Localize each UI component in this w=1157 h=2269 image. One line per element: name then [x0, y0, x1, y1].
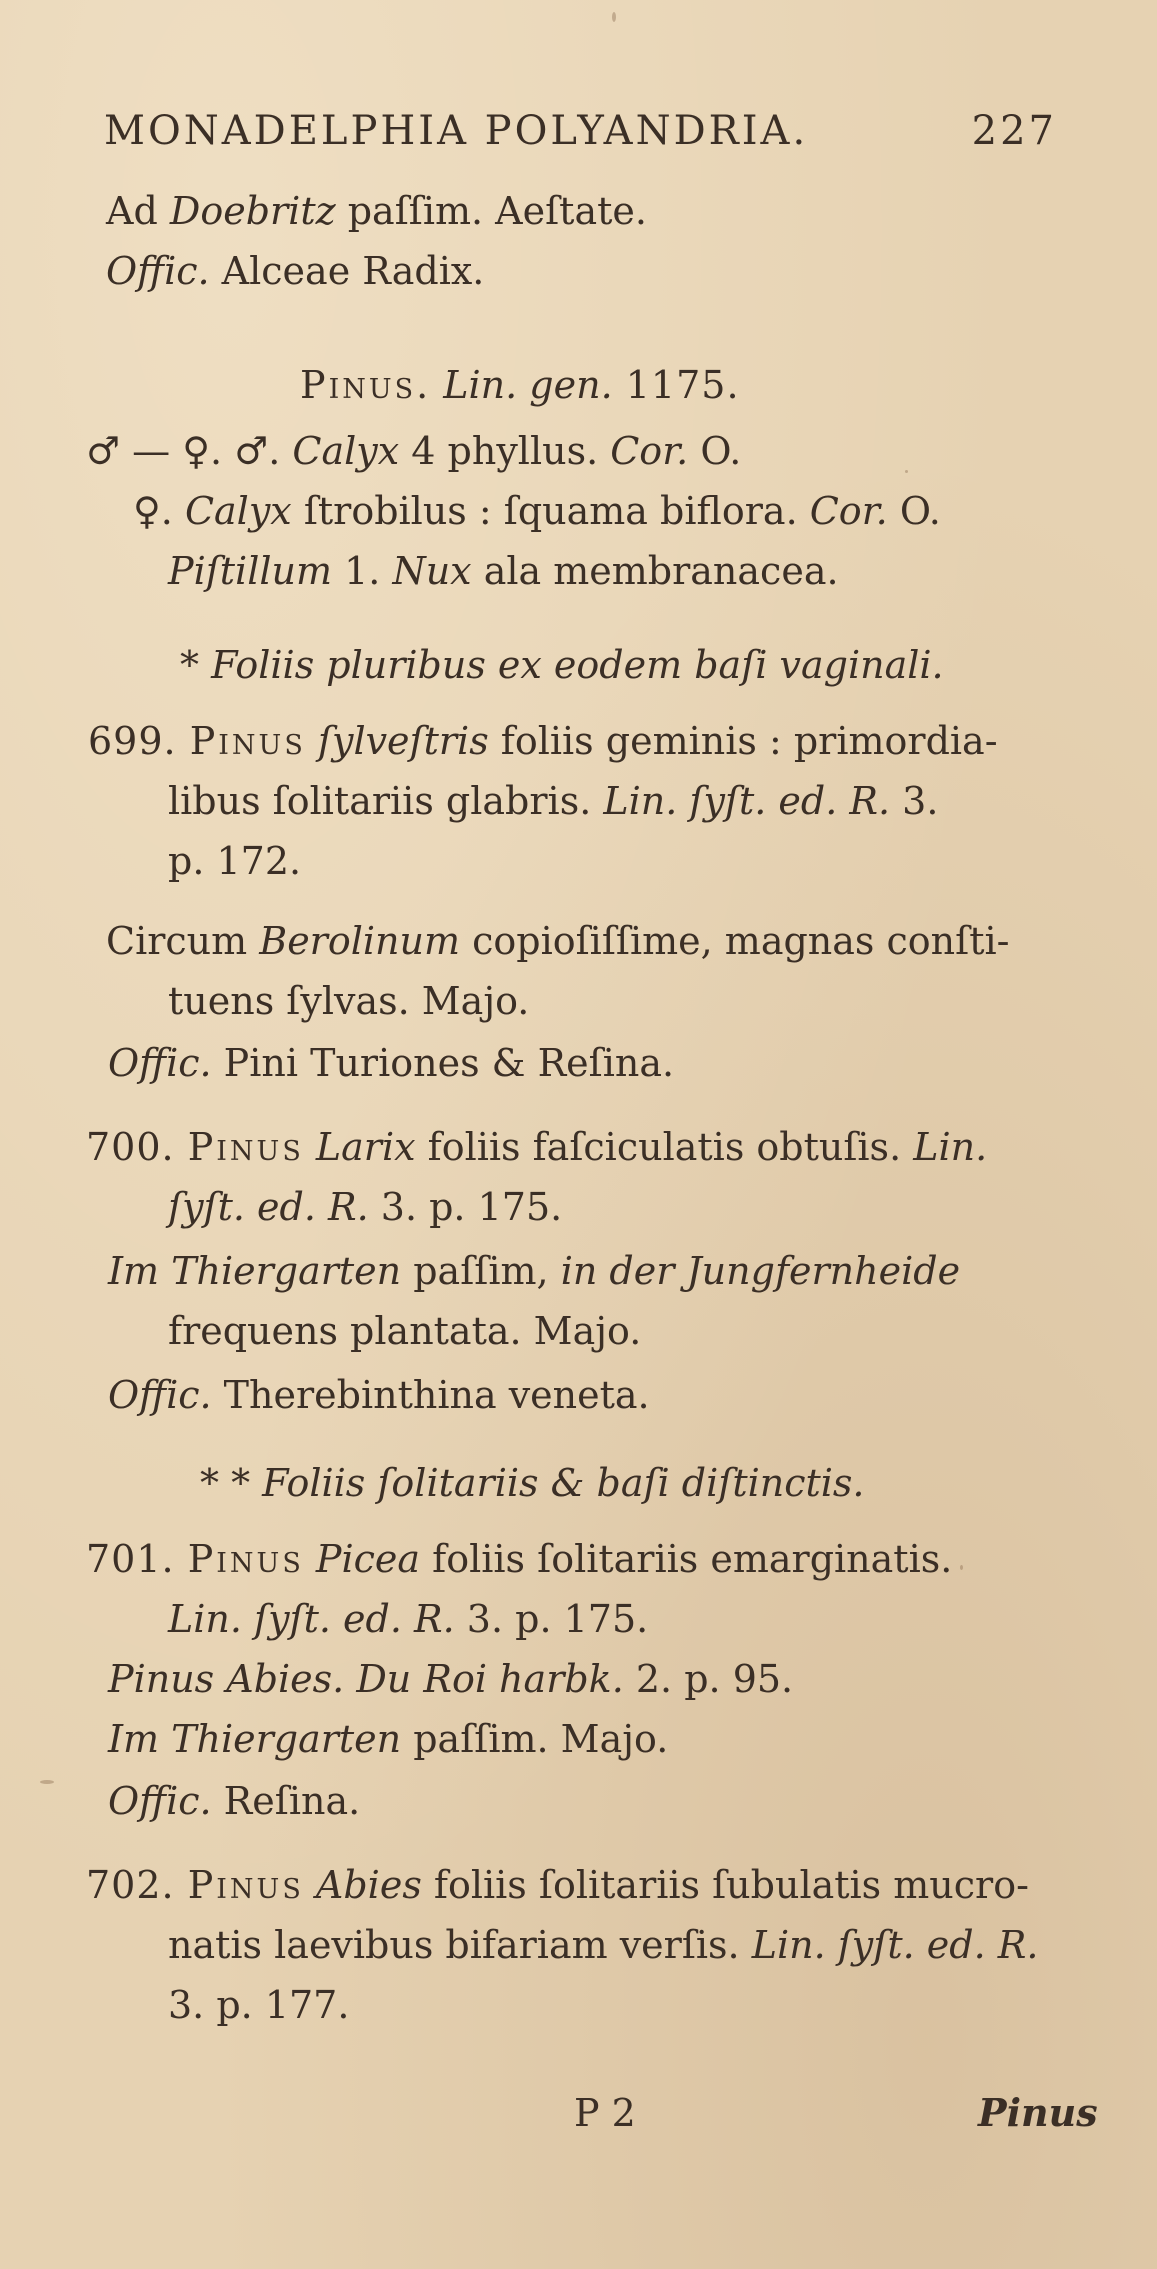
text: 3. p. 175.	[454, 1597, 649, 1641]
sex-symbols: ♀.	[133, 489, 185, 533]
reference: ſyſt. ed. R.	[168, 1185, 369, 1229]
text-line	[168, 778, 938, 824]
genus-heading	[300, 362, 740, 408]
entry-699	[88, 718, 998, 764]
paper-speck	[612, 12, 616, 22]
text: paſſim. Majo.	[401, 1717, 669, 1761]
term: Cor.	[809, 489, 888, 533]
text: Pini Turiones & Reſina.	[211, 1041, 675, 1085]
genus-name: Pinus	[187, 1537, 304, 1581]
entry-702	[86, 1862, 1029, 1908]
entry-number: 700.	[86, 1125, 188, 1169]
place-name: Im Thiergarten	[108, 1249, 402, 1293]
text-line	[108, 1778, 360, 1824]
text-line	[168, 1922, 1038, 1968]
text: paſſim,	[401, 1249, 561, 1293]
text-line	[106, 188, 647, 234]
text: 1.	[332, 549, 393, 593]
term: Cor.	[610, 429, 689, 473]
species-name: Larix	[303, 1125, 416, 1169]
place-name: Berolinum	[259, 919, 461, 963]
text: foliis faſciculatis obtuſis.	[415, 1125, 914, 1169]
section-heading: * Foliis pluribus ex eodem baſi vaginali.	[180, 643, 944, 687]
reference: Pinus Abies. Du Roi harbk.	[108, 1657, 624, 1701]
text: O.	[887, 489, 941, 533]
text: O.	[688, 429, 742, 473]
running-header	[104, 108, 1057, 154]
text-line	[108, 1248, 960, 1294]
text-line	[108, 1656, 793, 1702]
label-offic: Offic.	[108, 1373, 212, 1417]
reference: Lin.	[913, 1125, 988, 1169]
label-offic: Offic.	[108, 1041, 212, 1085]
text-line	[168, 548, 839, 594]
text: ala membranacea.	[471, 549, 839, 593]
entry-number: 699.	[88, 719, 190, 763]
text: 3.	[890, 779, 939, 823]
entry-number: 702.	[86, 1863, 188, 1907]
text: Reſina.	[211, 1779, 361, 1823]
text: 3. p. 175.	[368, 1185, 563, 1229]
sex-symbols: ♂ — ♀. ♂.	[86, 429, 293, 473]
genus-name: Pinus	[187, 1863, 304, 1907]
place-name: Doebritz	[169, 189, 336, 233]
text-line	[108, 1716, 668, 1762]
genus-name: Pinus.	[300, 363, 432, 407]
text-line	[108, 1040, 674, 1086]
text: Therebinthina veneta.	[211, 1373, 650, 1417]
term: Calyx	[184, 489, 292, 533]
text: paſſim. Aeſtate.	[335, 189, 647, 233]
reference: Lin. gen.	[431, 363, 613, 407]
text: 4 phyllus.	[399, 429, 611, 473]
text: Alceae Radix.	[209, 249, 485, 293]
text-line	[106, 248, 484, 294]
text: foliis ſolitariis emarginatis.	[420, 1537, 953, 1581]
text-line: 3. p. 177.	[168, 1983, 350, 2027]
label-offic: Offic.	[106, 249, 210, 293]
text: natis laevibus bifariam verſis.	[168, 1923, 752, 1967]
text: foliis ſolitariis ſubulatis mucro-	[421, 1863, 1029, 1907]
place-name: Im Thiergarten	[108, 1717, 402, 1761]
text: copioſiſſime, magnas conſti-	[460, 919, 1010, 963]
label-offic: Offic.	[108, 1779, 212, 1823]
species-name: Abies	[303, 1863, 422, 1907]
paper-speck	[40, 1780, 54, 1784]
paper-speck	[960, 1565, 963, 1570]
entry-number: 701.	[86, 1537, 188, 1581]
text-line	[168, 1596, 648, 1642]
text-line	[106, 918, 1009, 964]
header-sep: .	[792, 108, 809, 154]
place-name: in der Jungfernheide	[560, 1249, 961, 1293]
term: Piſtillum	[168, 549, 333, 593]
text-line	[108, 1372, 650, 1418]
paper-speck	[905, 470, 908, 473]
species-name: ſylveſtris	[305, 719, 489, 763]
text-line	[133, 488, 941, 534]
text-line	[168, 1184, 562, 1230]
text: libus ſolitariis glabris.	[168, 779, 604, 823]
term: Calyx	[292, 429, 400, 473]
entry-701	[86, 1536, 952, 1582]
catchword: Pinus	[978, 2090, 1098, 2135]
text: 2. p. 95.	[623, 1657, 794, 1701]
text-line: frequens plantata. Majo.	[168, 1309, 642, 1353]
text-line: p. 172.	[168, 839, 302, 883]
reference: Lin. ſyſt. ed. R.	[168, 1597, 455, 1641]
text-line	[86, 428, 741, 474]
genus-name: Pinus	[187, 1125, 304, 1169]
reference: Lin. ſyſt. ed. R.	[603, 779, 891, 823]
section-heading: * * Foliis ſolitariis & baſi diſtinctis.	[200, 1461, 865, 1505]
page-number: 227	[971, 108, 1057, 154]
reference: Lin. ſyſt. ed. R.	[751, 1923, 1039, 1967]
text-line: tuens ſylvas. Majo.	[168, 979, 530, 1023]
text: Circum	[106, 919, 260, 963]
entry-700	[86, 1124, 987, 1170]
genus-name: Pinus	[189, 719, 306, 763]
species-name: Picea	[303, 1537, 421, 1581]
signature-mark: P 2	[574, 2091, 636, 2135]
reference-number: 1175.	[612, 363, 740, 407]
text: foliis geminis : primordia-	[488, 719, 998, 763]
term: Nux	[392, 549, 472, 593]
text: Ad	[106, 189, 170, 233]
header-title: MONADELPHIA POLYANDRIA	[104, 108, 793, 154]
text: ſtrobilus : ſquama biflora.	[291, 489, 810, 533]
